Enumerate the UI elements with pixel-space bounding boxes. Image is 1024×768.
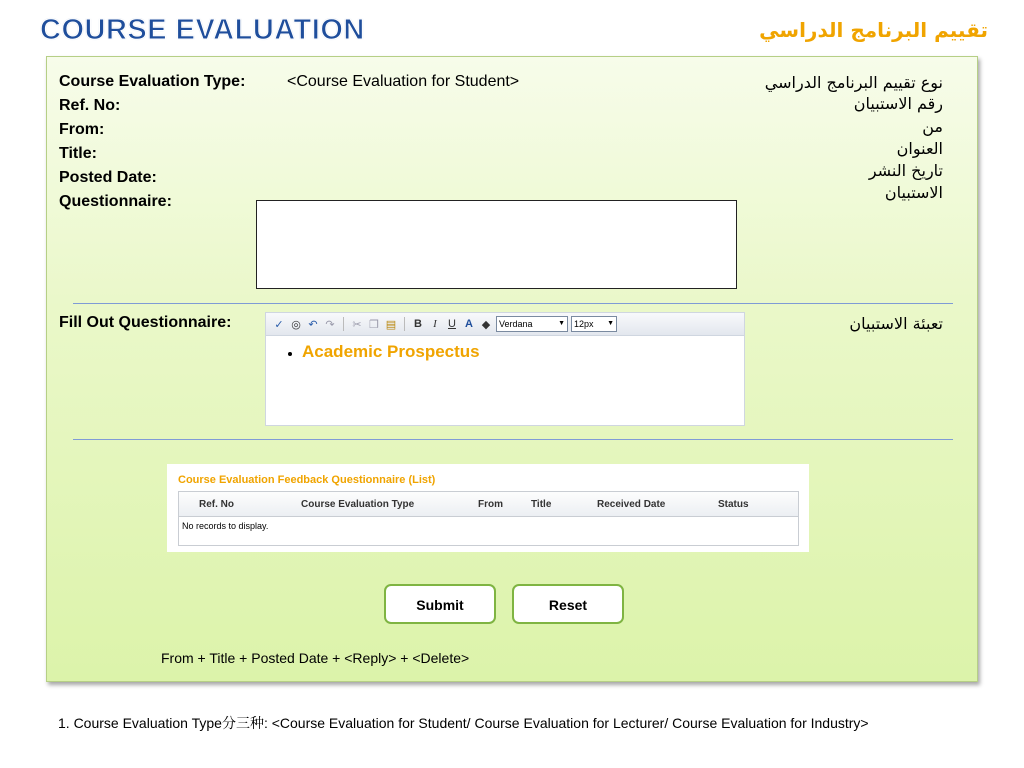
column-header-course-evaluation-type[interactable]: Course Evaluation Type xyxy=(301,499,415,510)
course-evaluation-type-value: <Course Evaluation for Student> xyxy=(287,73,520,90)
font-size-select[interactable] xyxy=(571,316,617,332)
divider xyxy=(73,303,953,304)
from-label-arabic: من xyxy=(922,117,943,136)
actions-note: From + Title + Posted Date + <Reply> + <Delete> xyxy=(161,650,470,666)
reset-button[interactable]: Reset xyxy=(512,584,624,624)
fill-out-questionnaire-label: Fill Out Questionnaire: xyxy=(59,314,232,331)
title-label: Title: xyxy=(59,145,97,162)
page-title-arabic: تقييم البرنامج الدراسي xyxy=(759,18,988,42)
submit-button[interactable]: Submit xyxy=(384,584,496,624)
divider xyxy=(73,439,953,440)
fill-out-questionnaire-label-arabic: تعبئة الاستبيان xyxy=(849,314,943,333)
posted-date-label-arabic: تاريخ النشر xyxy=(868,161,943,180)
grid-empty-message: No records to display. xyxy=(182,521,269,531)
editor-content[interactable] xyxy=(266,336,744,362)
highlight-color-icon[interactable]: ◆ xyxy=(481,318,491,331)
posted-date-label: Posted Date: xyxy=(59,169,157,186)
column-header-from[interactable]: From xyxy=(478,499,503,510)
chevron-down-icon: ▼ xyxy=(607,320,614,327)
bold-button[interactable]: B xyxy=(414,318,422,330)
underline-button[interactable]: U xyxy=(448,318,456,330)
course-evaluation-panel xyxy=(46,56,978,682)
grid-table xyxy=(178,491,799,546)
paste-icon[interactable]: ▤ xyxy=(385,318,397,331)
redo-icon[interactable]: ↷ xyxy=(325,318,335,331)
course-evaluation-type-label: Course Evaluation Type: xyxy=(59,73,246,90)
copy-icon[interactable]: ❐ xyxy=(369,318,379,331)
column-header-title[interactable]: Title xyxy=(531,499,552,510)
ref-no-label: Ref. No: xyxy=(59,97,121,114)
toolbar-separator xyxy=(404,317,405,331)
cut-icon[interactable]: ✂ xyxy=(352,318,362,331)
font-family-value: Verdana xyxy=(499,319,533,329)
editor-toolbar xyxy=(266,313,744,336)
page-title: COURSE EVALUATION xyxy=(40,14,365,46)
font-color-button[interactable]: A xyxy=(465,318,473,330)
ref-no-label-arabic: رقم الاستبيان xyxy=(853,94,943,113)
font-family-select[interactable] xyxy=(496,316,568,332)
title-label-arabic: العنوان xyxy=(896,139,943,158)
column-header-received-date[interactable]: Received Date xyxy=(597,499,666,510)
rich-text-editor[interactable] xyxy=(265,312,745,426)
questionnaire-box[interactable] xyxy=(256,200,737,289)
questionnaire-label-arabic: الاستبيان xyxy=(884,183,943,202)
questionnaire-label: Questionnaire: xyxy=(59,193,172,210)
undo-icon[interactable]: ↶ xyxy=(308,318,318,331)
find-icon[interactable]: ◎ xyxy=(291,318,301,331)
column-header-ref-no[interactable]: Ref. No xyxy=(199,499,234,510)
list-item: • Academic Prospectus xyxy=(302,342,744,362)
toolbar-separator xyxy=(343,317,344,331)
questionnaire-list-grid xyxy=(167,464,809,552)
chevron-down-icon: ▼ xyxy=(558,320,565,327)
from-label: From: xyxy=(59,121,105,138)
course-evaluation-type-label-arabic: نوع تقييم البرنامج الدراسي xyxy=(764,73,943,92)
footnote: 1. Course Evaluation Type分三种: <Course Evaluation for Student/ Course Evaluation for Lecturer/ Course Evaluation for Industry> xyxy=(58,715,869,731)
font-size-value: 12px xyxy=(574,319,594,329)
column-header-status[interactable]: Status xyxy=(718,499,749,510)
grid-title: Course Evaluation Feedback Questionnaire (List) xyxy=(178,474,436,486)
italic-button[interactable]: I xyxy=(433,318,437,330)
grid-header-row xyxy=(179,492,798,517)
spellcheck-icon[interactable]: ✓ xyxy=(274,318,284,331)
